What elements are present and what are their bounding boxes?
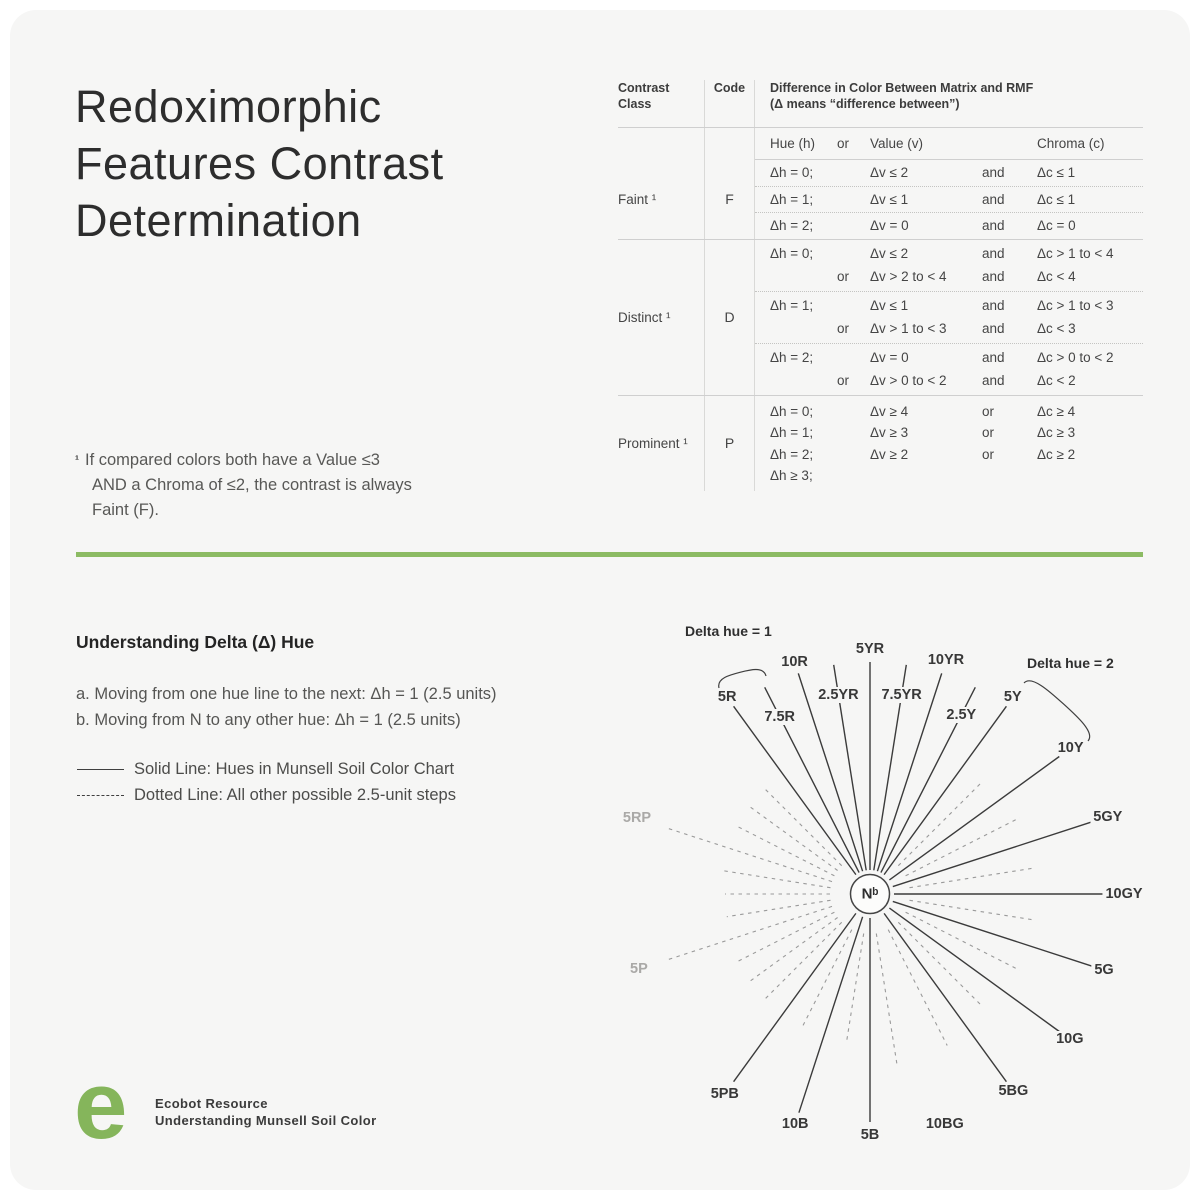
page-title-line: Determination bbox=[75, 195, 362, 246]
hue-label-5BG: 5BG bbox=[995, 1083, 1031, 1099]
criteria-line: or Δv > 2 to < 4 and Δc < 4 bbox=[837, 268, 1076, 284]
hue-ray-5RP bbox=[665, 827, 832, 881]
hue-ray-10B bbox=[799, 917, 863, 1113]
header-difference-line1: Difference in Color Between Matrix and RMF bbox=[770, 81, 1034, 95]
page-title-line: Features Contrast bbox=[75, 138, 444, 189]
criteria-line: Δh = 2; Δv = 0 and Δc = 0 bbox=[770, 218, 1076, 234]
footnote-line: Faint (F). bbox=[92, 501, 159, 519]
contrast-class-name: Faint ¹ bbox=[618, 160, 705, 239]
hue-label-10GY: 10GY bbox=[1102, 886, 1145, 902]
legend-solid-label: Solid Line: Hues in Munsell Soil Color Chart bbox=[134, 760, 455, 778]
criteria-group bbox=[755, 291, 1143, 343]
hue-ray-5PB bbox=[734, 913, 856, 1081]
table-subheader-row bbox=[618, 128, 1143, 160]
header-difference bbox=[755, 80, 1143, 127]
delta-hue-annotation-2: Delta hue = 2 bbox=[1027, 655, 1114, 671]
contrast-class-name: Prominent ¹ bbox=[618, 396, 705, 491]
delta-hue-items bbox=[76, 682, 497, 733]
footnote-line: If compared colors both have a Value ≤3 bbox=[85, 451, 380, 469]
hue-label-2.5Y: 2.5Y bbox=[943, 707, 979, 723]
criteria-group bbox=[755, 160, 1143, 186]
line-legend bbox=[77, 756, 456, 808]
hue-label-10YR: 10YR bbox=[925, 652, 967, 668]
subheader-chroma: Chroma (c) bbox=[1037, 136, 1105, 151]
hue-label-10BG: 10BG bbox=[923, 1116, 967, 1132]
solid-line-swatch bbox=[77, 769, 124, 770]
hue-label-5P: 5P bbox=[627, 961, 651, 977]
hue-ray-7.5PB bbox=[765, 922, 841, 998]
hue-ray-7.5GY bbox=[910, 868, 1034, 888]
hue-ray-2.5RP bbox=[724, 871, 831, 888]
hue-ray-5R bbox=[734, 706, 856, 874]
criteria-line: Δh = 2; Δv ≥ 2 or Δc ≥ 2 bbox=[770, 446, 1076, 462]
green-divider bbox=[76, 552, 1143, 557]
hue-label-10Y: 10Y bbox=[1055, 740, 1087, 756]
footer-resource-title: Ecobot Resource bbox=[155, 1096, 268, 1111]
table-section-P bbox=[618, 395, 1143, 491]
hue-ray-10Y bbox=[889, 757, 1059, 880]
footer-text bbox=[155, 1096, 377, 1129]
footnote bbox=[75, 448, 465, 523]
footnote-marker: ¹ bbox=[75, 453, 79, 467]
hue-ray-7.5RP bbox=[736, 826, 834, 876]
criteria-line: Δh = 2; Δv = 0 and Δc > 0 to < 2 bbox=[770, 350, 1114, 366]
hue-ray-10RP bbox=[749, 806, 838, 871]
header-difference-line2: (Δ means “difference between”) bbox=[770, 97, 960, 111]
criteria-group bbox=[755, 186, 1143, 213]
criteria-line: or Δv > 0 to < 2 and Δc < 2 bbox=[837, 372, 1076, 388]
criteria-line: Δh = 0; Δv ≤ 2 and Δc ≤ 1 bbox=[770, 165, 1076, 181]
header-code: Code bbox=[705, 80, 755, 127]
hue-label-5Y: 5Y bbox=[1001, 689, 1025, 705]
contrast-class-code: P bbox=[705, 396, 755, 491]
subheader-value: Value (v) bbox=[870, 136, 924, 151]
footnote-line: AND a Chroma of ≤2, the contrast is always bbox=[92, 476, 412, 494]
hue-ray-2.5BG bbox=[898, 922, 983, 1007]
hue-ray-7.5P bbox=[727, 900, 831, 916]
criteria-group bbox=[755, 343, 1143, 395]
hue-label-10B: 10B bbox=[779, 1116, 812, 1132]
hue-label-5YR: 5YR bbox=[853, 641, 887, 657]
contrast-class-code: F bbox=[705, 160, 755, 239]
hue-ray-2.5PB bbox=[802, 930, 852, 1028]
hue-label-7.5YR: 7.5YR bbox=[878, 687, 924, 703]
hue-label-5PB: 5PB bbox=[708, 1086, 742, 1102]
hue-label-5G: 5G bbox=[1091, 962, 1116, 978]
neutral-hub-label: Nᵇ bbox=[861, 885, 879, 903]
ecobot-logo: e bbox=[74, 1052, 128, 1159]
criteria-line: Δh = 1; Δv ≤ 1 and Δc > 1 to < 3 bbox=[770, 298, 1114, 314]
criteria-line: Δh = 1; Δv ≥ 3 or Δc ≥ 3 bbox=[770, 425, 1076, 441]
legend-dotted-label: Dotted Line: All other possible 2.5-unit steps bbox=[134, 786, 456, 804]
hue-label-5GY: 5GY bbox=[1090, 809, 1125, 825]
contrast-table-body bbox=[618, 160, 1143, 491]
hue-ray-2.5P bbox=[738, 912, 834, 961]
criteria-line: Δh = 1; Δv ≤ 1 and Δc ≤ 1 bbox=[770, 191, 1076, 207]
criteria-line: Δh ≥ 3; bbox=[770, 468, 813, 484]
criteria-group bbox=[755, 212, 1143, 239]
hue-label-7.5R: 7.5R bbox=[761, 709, 798, 725]
subheader-hue: Hue (h) bbox=[770, 136, 816, 151]
footer-resource-subtitle: Understanding Munsell Soil Color bbox=[155, 1112, 377, 1128]
criteria-line: Δh = 0; Δv ≥ 4 or Δc ≥ 4 bbox=[770, 403, 1076, 419]
contrast-class-code: D bbox=[705, 240, 755, 395]
contrast-table bbox=[618, 80, 1143, 491]
delta-item-b: b. Moving from N to any other hue: Δh = 1 (2.5 units) bbox=[76, 710, 461, 729]
delta-hue-annotation-1: Delta hue = 1 bbox=[685, 623, 772, 639]
hue-label-5B: 5B bbox=[858, 1127, 883, 1143]
hue-ray-2.5B bbox=[876, 934, 897, 1064]
contrast-class-name: Distinct ¹ bbox=[618, 240, 705, 395]
hue-ray-10G bbox=[889, 908, 1059, 1031]
delta-hue-brace-2 bbox=[1024, 681, 1090, 741]
hue-circle-diagram bbox=[565, 607, 1190, 1187]
table-section-D bbox=[618, 239, 1143, 395]
delta-item-a: a. Moving from one hue line to the next: Δh = 1 (2.5 units) bbox=[76, 685, 497, 703]
page-title bbox=[75, 78, 444, 249]
page-card bbox=[10, 10, 1190, 1190]
criteria-group bbox=[755, 396, 1143, 491]
hue-label-5RP: 5RP bbox=[620, 810, 654, 826]
criteria-group bbox=[755, 240, 1143, 291]
hue-label-5R: 5R bbox=[715, 689, 740, 705]
dotted-line-swatch bbox=[77, 795, 124, 796]
hue-ray-5BG bbox=[884, 913, 1006, 1081]
hue-label-10G: 10G bbox=[1053, 1031, 1086, 1047]
hue-ray-10PB bbox=[749, 918, 838, 983]
hue-label-10R: 10R bbox=[778, 654, 811, 670]
hue-ray-7.5B bbox=[847, 934, 864, 1043]
table-header-row bbox=[618, 80, 1143, 128]
legend-dotted-row bbox=[77, 782, 456, 808]
hue-ray-7.5Y bbox=[898, 781, 983, 866]
criteria-line: or Δv > 1 to < 3 and Δc < 3 bbox=[837, 320, 1076, 336]
header-contrast-class: Contrast Class bbox=[618, 80, 705, 127]
delta-hue-brace-1 bbox=[719, 670, 766, 688]
hue-ray-5Y bbox=[884, 706, 1006, 874]
subheader-or: or bbox=[837, 136, 850, 151]
criteria-line: Δh = 0; Δv ≤ 2 and Δc > 1 to < 4 bbox=[770, 246, 1114, 262]
hue-ray-5P bbox=[665, 906, 832, 960]
hue-ray-2.5R bbox=[763, 787, 842, 866]
page-title-line: Redoximorphic bbox=[75, 81, 382, 132]
hue-ray-2.5G bbox=[910, 900, 1034, 920]
delta-hue-heading: Understanding Delta (Δ) Hue bbox=[76, 632, 315, 652]
table-section-F bbox=[618, 160, 1143, 239]
legend-solid-row bbox=[77, 756, 456, 782]
hue-label-2.5YR: 2.5YR bbox=[815, 687, 861, 703]
